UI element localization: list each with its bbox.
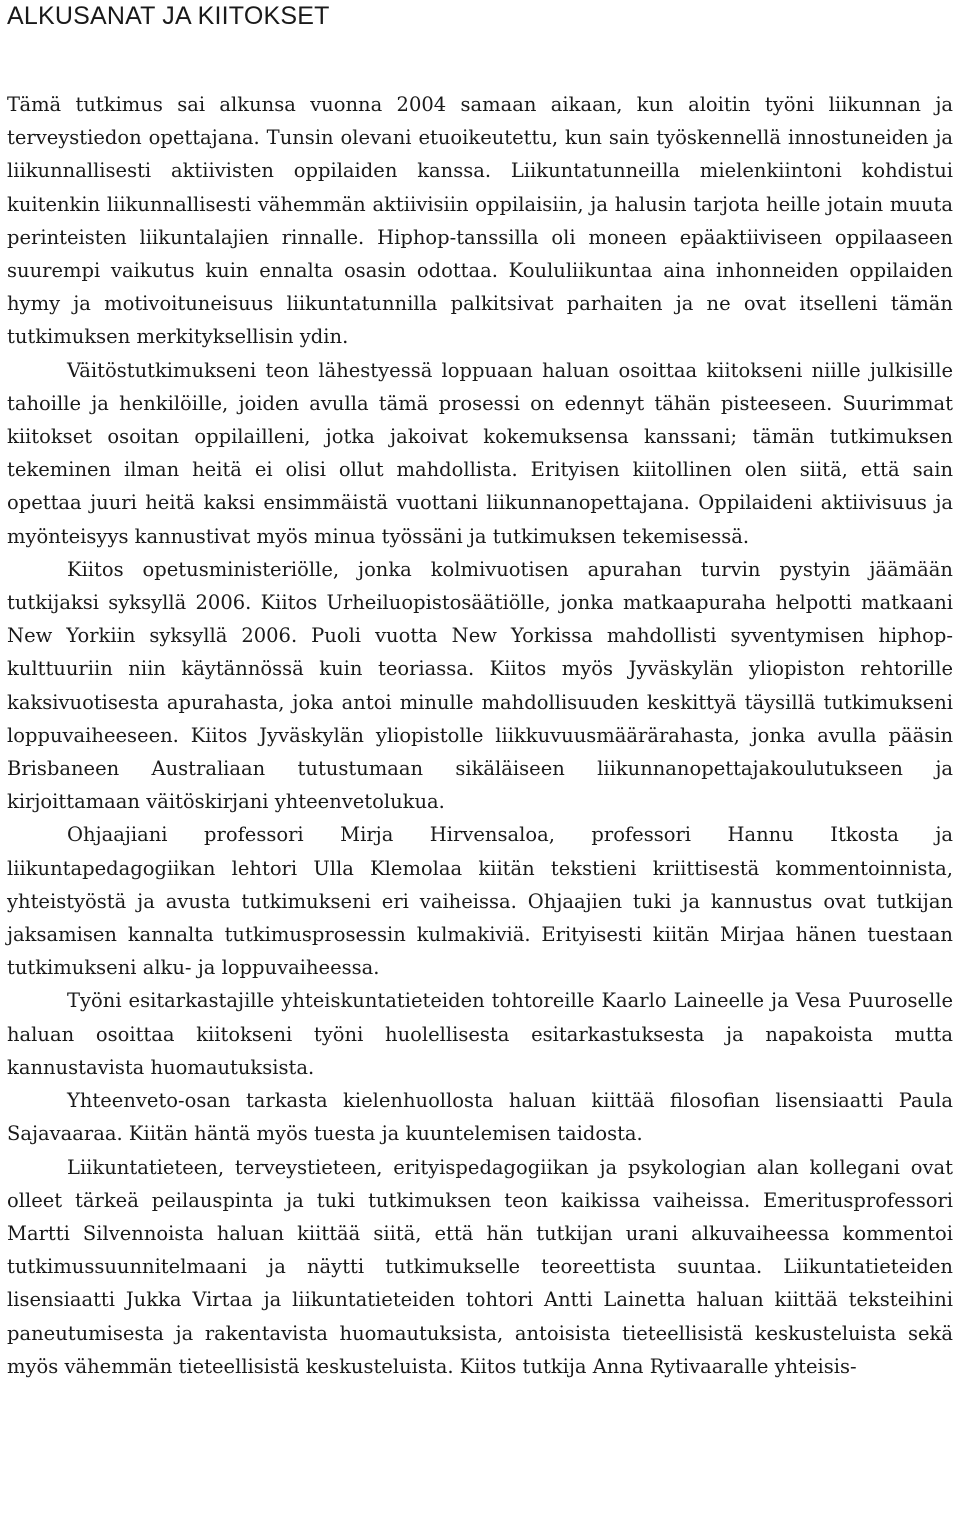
paragraph-thanks-funding: Kiitos opetusministeriölle, jonka kolmivuotisen apurahan turvin pystyin jäämään tutkijaksi syksyllä 2006. Kiitos Urheiluopistosäätiölle, jonka matkaapuraha helpotti matkaani New Yorkiin syksyllä 2006. Puoli vuotta New Yorkissa mahdollisti syventymisen hiphop-kulttuuriin niin käytännössä kuin teoriassa. Kiitos myös Jyväskylän yliopiston rehtorille kaksivuotisesta apurahasta, joka antoi minulle mahdollisuuden keskittyä täysillä tutkimukseni loppuvaiheeseen. Kiitos Jyväskylän yliopistolle liikkuvuusmäärärahasta, jonka avulla pääsin Brisbaneen Australiaan tutustumaan sikäläiseen liikunnanopettajakoulutukseen ja kirjoittamaan väitöskirjani yhteenvetolukua. <box>7 557 953 814</box>
paragraph-origin: Tämä tutkimus sai alkunsa vuonna 2004 samaan aikaan, kun aloitin työni liikunnan ja terveystiedon opettajana. Tunsin olevani etuoikeutettu, kun sain työskennellä innostuneiden ja liikunnallisesti aktiivisten oppilaiden kanssa. Liikuntatunneilla mielenkiintoni kohdistui kuitenkin liikunnallisesti vähemmän aktiivisiin oppilaisiin, ja halusin tarjota heille jotain muuta perinteisten liikuntalajien rinnalle. Hiphop-tanssilla oli moneen epäaktiiviseen oppilaaseen suurempi vaikutus kuin ennalta osasin odottaa. Koululiikuntaa aina inhonneiden oppilaiden hymy ja motivoituneisuus liikuntatunnilla palkitsivat parhaiten ja ne ovat itselleni tämän tutkimuksen merkityksellisin ydin. <box>7 93 953 349</box>
paragraph-thanks-language: Yhteenveto-osan tarkasta kielenhuollosta haluan kiittää filosofian lisensiaatti Paula Sajavaaraa. Kiitän häntä myös tuesta ja kuuntelemisen taidosta. <box>7 1089 953 1146</box>
paragraph-thanks-colleagues: Liikuntatieteen, terveystieteen, erityispedagogiikan ja psykologian alan kollegani ovat olleet tärkeä peilauspinta ja tuki tutkimuksen teon kaikissa vaiheissa. Emeritusprofessori Martti Silvennoista haluan kiittää siitä, että hän tutkijan urani alkuvaiheessa kommentoi tutkimussuunnitelmaani ja näytti tutkimukselle teoreettista suuntaa. Liikuntatieteiden lisensiaatti Jukka Virtaa ja liikuntatieteiden tohtori Antti Lainetta haluan kiittää teksteihini paneutumisesta ja rakentavista huomautuksista, antoisista tieteellisistä keskusteluista sekä myös vähemmän tieteellisistä keskusteluista. Kiitos tutkija Anna Rytivaaralle yhteisis- <box>7 1155 953 1378</box>
paragraph-thanks-students: Väitöstutkimukseni teon lähestyessä loppuaan haluan osoittaa kiitokseni niille julkisille tahoille ja henkilöille, joiden avulla tämä prosessi on edennyt tähän pisteeseen. Suurimmat kiitokset osoitan oppilailleni, jotka jakoivat kokemuksensa kanssani; tämän tutkimuksen tekeminen ilman heitä ei olisi ollut mahdollista. Erityisen kiitollinen olen siitä, että sain opettaa juuri heitä kaksi ensimmäistä vuottani liikunnanopettajana. Oppilaideni aktiivisuus ja myönteisyys kannustivat myös minua työssäni ja tutkimuksen tekemisessä. <box>7 358 953 548</box>
section-heading: ALKUSANAT JA KIITOKSET <box>7 2 330 30</box>
document-page <box>7 0 953 1383</box>
body-text <box>7 88 953 1383</box>
paragraph-thanks-reviewers: Työni esitarkastajille yhteiskuntatieteiden tohtoreille Kaarlo Laineelle ja Vesa Puuroselle haluan osoittaa kiitokseni työni huolellisesta esitarkastuksesta ja napakoista mutta kannustavista huomautuksista. <box>7 989 953 1079</box>
paragraph-thanks-supervisors: Ohjaajiani professori Mirja Hirvensaloa, professori Hannu Itkosta ja liikuntapedagogiikan lehtori Ulla Klemolaa kiitän tekstieni kriittisestä kommentoinnista, yhteistyöstä ja avusta tutkimukseni eri vaiheissa. Ohjaajien tuki ja kannustus ovat tutkijan jaksamisen kannalta tutkimusprosessin kulmakiviä. Erityisesti kiitän Mirjaa hänen tuestaan tutkimukseni alku- ja loppuvaiheessa. <box>7 823 953 980</box>
